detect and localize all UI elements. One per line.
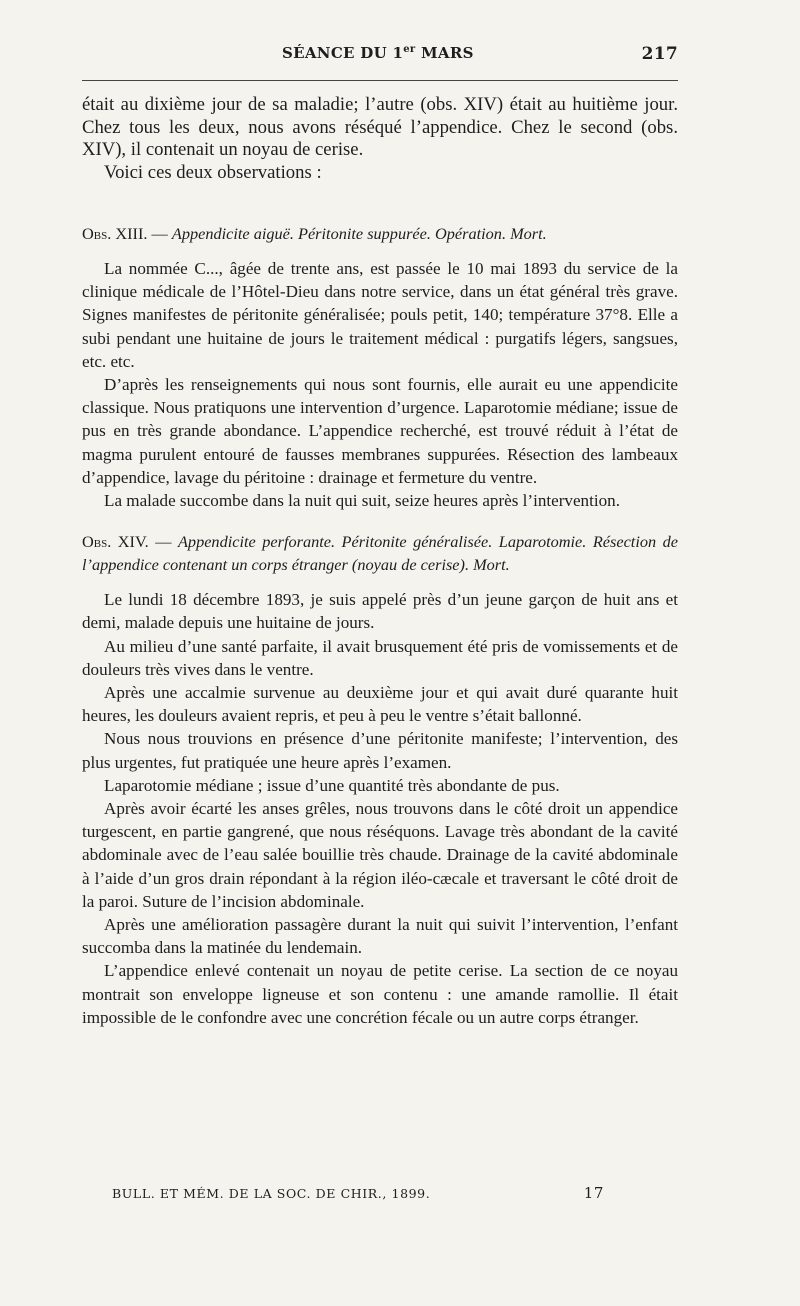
obs14-paragraph: Après une accalmie survenue au deuxième jour et qui avait duré quarante huit heures, les douleurs avaient repris, et peu à peu le ventre s’était ballonné. xyxy=(82,683,678,726)
obs14-title: Appendicite perforante. Péritonite généralisée. Laparotomie. Résection de l’appendice contenant un corps étranger (noyau de cerise). Mort. xyxy=(82,532,679,575)
intro-paragraph: était au dixième jour de sa maladie; l’autre (obs. XIV) était au huitième jour. Chez tous les deux, nous avons réséqué l’appendice. Chez le second (obs. XIV), il contenait un noyau de cerise. xyxy=(82,94,678,160)
obs14-paragraph: Le lundi 18 décembre 1893, je suis appelé près d’un jeune garçon de huit ans et demi, malade depuis une huitaine de jours. xyxy=(82,590,678,633)
obs13-heading: Obs. XIII. — Appendicite aiguë. Péritonite suppurée. Opération. Mort. xyxy=(82,224,547,243)
header-rule xyxy=(82,80,678,81)
body-text xyxy=(82,94,678,1029)
page-number: 217 xyxy=(641,44,678,64)
obs14-paragraph: L’appendice enlevé contenait un noyau de petite cerise. La section de ce noyau montrait son enveloppe ligneuse et son contenu : une amande ramollie. Il était impossible de le confondre avec une concrétion fécale ou un autre corps étranger. xyxy=(82,961,678,1027)
intro-lead: Voici ces deux observations : xyxy=(104,161,322,183)
obs13-paragraph: D’après les renseignements qui nous sont fournis, elle aurait eu une appendicite classique. Nous pratiquons une intervention d’urgence. Laparotomie médiane; issue de pus en très grande abondance. L’appendice recherché, est trouvé réduit à l’état de magma purulent entouré de fausses membranes suppurées. Résection des lambeaux d’appendice, lavage du péritoine : drainage et fermeture du ventre. xyxy=(82,375,678,487)
page-header xyxy=(82,44,678,68)
obs13-paragraph: La malade succombe dans la nuit qui suit, seize heures après l’intervention. xyxy=(104,491,620,511)
obs14-paragraph: Nous nous trouvions en présence d’une péritonite manifeste; l’intervention, des plus urgentes, fut pratiquée une heure après l’examen. xyxy=(82,729,678,772)
page-footer xyxy=(82,1186,678,1208)
signature-mark: 17 xyxy=(583,1184,604,1202)
obs13-paragraph: La nommée C..., âgée de trente ans, est passée le 10 mai 1893 du service de la clinique médicale de l’Hôtel-Dieu dans notre service, dans un état général très grave. Signes manifestes de péritonite généralisée; pouls petit, 140; température 37°8. Elle a subi pendant une huitaine de jours le traitement médical : purgatifs légers, sangsues, etc. etc. xyxy=(82,259,678,371)
obs14-paragraph: Laparotomie médiane ; issue d’une quantité très abondante de pus. xyxy=(104,775,560,795)
obs14-heading: Obs. XIV. — Appendicite perforante. Péritonite généralisée. Laparotomie. Résection de l’appendice contenant un corps étranger (noyau de cerise). Mort. xyxy=(82,532,679,575)
obs14-paragraph: Après une amélioration passagère durant la nuit qui suivit l’intervention, l’enfant succomba dans la matinée du lendemain. xyxy=(82,915,678,958)
running-title: SÉANCE DU 1er MARS xyxy=(282,44,474,62)
obs13-title: Appendicite aiguë. Péritonite suppurée. Opération. Mort. xyxy=(171,224,547,243)
obs14-paragraph: Après avoir écarté les anses grêles, nous trouvons dans le côté droit un appendice turgescent, en partie gangrené, que nous réséquons. Lavage très abondant de la cavité abdominale avec de l’eau salée bouillie très chaude. Drainage de la cavité abdominale à l’aide d’un gros drain répondant à la région iléo-cæcale et traversant le côté droit de la paroi. Suture de l’incision abdominale. xyxy=(82,799,678,911)
footer-citation: BULL. ET MÉM. DE LA SOC. DE CHIR., 1899. xyxy=(112,1186,431,1201)
obs14-paragraph: Au milieu d’une santé parfaite, il avait brusquement été pris de vomissements et de douleurs très vives dans le ventre. xyxy=(82,636,678,679)
